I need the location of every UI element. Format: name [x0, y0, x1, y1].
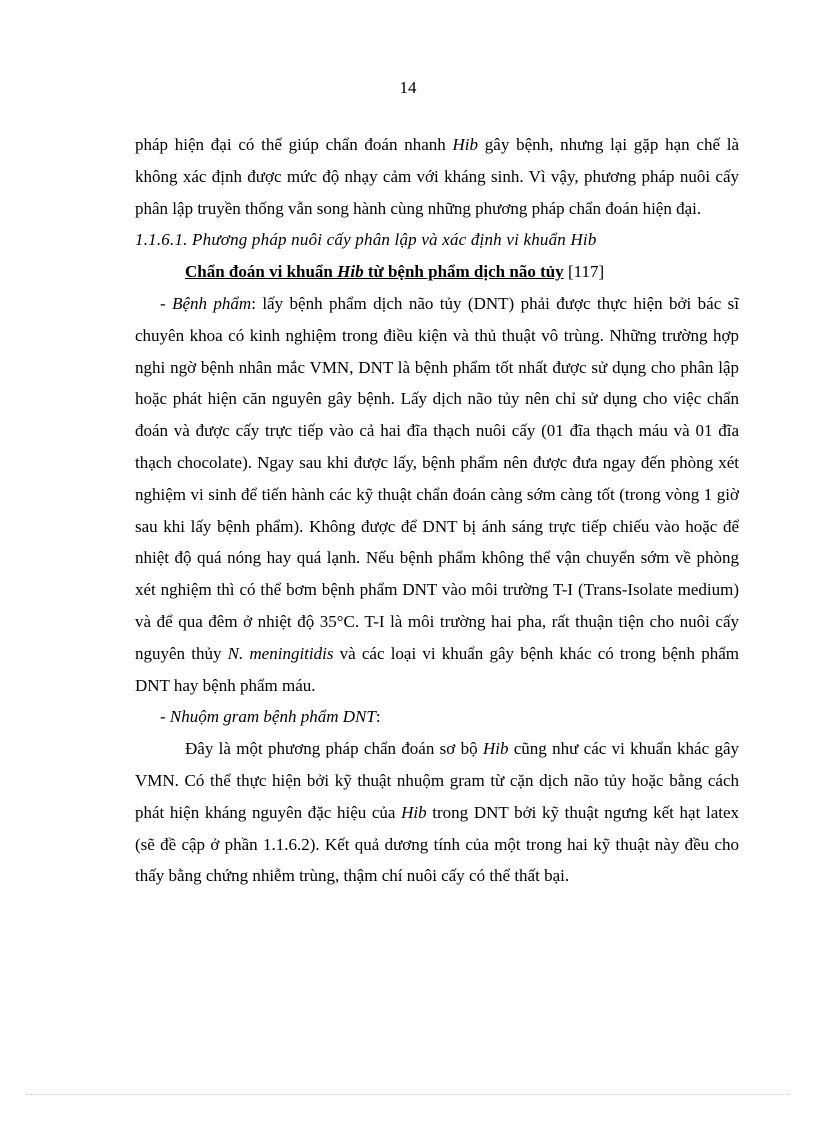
paragraph-gram-stain-label — [135, 701, 739, 733]
list-dash: - — [160, 293, 173, 313]
paragraph-text: và các loại vi khuẩn gây bệnh khác có trong bệnh phẩm DNT hay bệnh phẩm máu. — [135, 643, 739, 695]
section-heading: 1.1.6.1. Phương pháp nuôi cấy phân lập và xác định vi khuẩn Hib — [135, 230, 597, 250]
term-label: Nhuộm gram bệnh phẩm DNT — [169, 707, 376, 727]
paragraph-text: : — [375, 707, 381, 727]
page-number: 14 — [399, 78, 417, 97]
paragraph-gram-stain — [135, 733, 739, 892]
document-body — [135, 129, 739, 892]
paragraph-text: Đây là một phương pháp chẩn đoán sơ bộ — [185, 739, 483, 759]
organism-name: Hib — [401, 802, 427, 822]
subheading-title: Chẩn đoán vi khuẩn Hib từ bệnh phẩm dịch não tủy — [185, 262, 564, 282]
paragraph-intro — [135, 129, 739, 224]
subheading — [135, 256, 739, 288]
reference-citation: [117] — [563, 262, 605, 282]
paragraph-text: gây bệnh, nhưng lại gặp hạn chế là không xác định được mức độ nhạy cảm với kháng sinh. Vì vậy, phương pháp nuôi cấy phân lập truyền thống vẫn song hành cùng những phương pháp chẩn đoán hiện đại. — [135, 135, 739, 218]
paragraph-specimen — [135, 288, 739, 701]
paragraph-text: pháp hiện đại có thể giúp chẩn đoán nhanh — [135, 135, 453, 154]
organism-name: Hib — [452, 135, 479, 154]
list-dash: - — [160, 707, 170, 727]
organism-name: N. meningitidis — [227, 643, 334, 663]
footer-divider — [26, 1094, 790, 1095]
paragraph-text: : lấy bệnh phẩm dịch não tủy (DNT) phải được thực hiện bởi bác sĩ chuyên khoa có kinh nghiệm trong điều kiện và thủ thuật vô trùng. Những trường hợp nghi ngờ bệnh nhân mắc VMN, DNT là bệnh phẩm tốt nhất được sử dụng cho phân lập hoặc phát hiện căn nguyên gây bệnh. Lấy dịch não tủy nên chỉ sử dụng cho việc chẩn đoán và được cấy trực tiếp vào cả hai đĩa thạch nuôi cấy (01 đĩa thạch máu và 01 đĩa thạch chocolate). Ngay sau khi được lấy, bệnh phẩm nên được đưa ngay đến phòng xét nghiệm vi sinh để tiến hành các kỹ thuật chẩn đoán càng sớm càng tốt (trong vòng 1 giờ sau khi lấy bệnh phẩm). Không được để DNT bị ánh sáng trực tiếp chiếu vào hoặc để nhiệt độ quá nóng hay quá lạnh. Nếu bệnh phẩm không thể vận chuyển sớm về phòng xét nghiệm thì có thể bơm bệnh phẩm DNT vào môi trường T-I (Trans-Isolate medium) và để qua đêm ở nhiệt độ 35°C. T-I là môi trường hai pha, rất thuận tiện cho nuôi cấy nguyên thủy — [135, 293, 739, 663]
term-label: Bệnh phẩm — [172, 293, 252, 313]
organism-name: Hib — [482, 739, 509, 759]
organism-name: Hib — [337, 262, 364, 282]
paragraph-text: cũng như các vi khuẩn khác gây VMN. Có thể thực hiện bởi kỹ thuật nhuộm gram từ cặn dịch não tủy hoặc bằng cách phát hiện kháng nguyên đặc hiệu của — [135, 739, 739, 822]
paragraph-text: trong DNT bởi kỹ thuật ngưng kết hạt latex (sẽ đề cập ở phần 1.1.6.2). Kết quả dương tính của một trong hai kỹ thuật này đều cho thấy bằng chứng nhiễm trùng, thậm chí nuôi cấy có thể thất bại. — [135, 802, 740, 886]
